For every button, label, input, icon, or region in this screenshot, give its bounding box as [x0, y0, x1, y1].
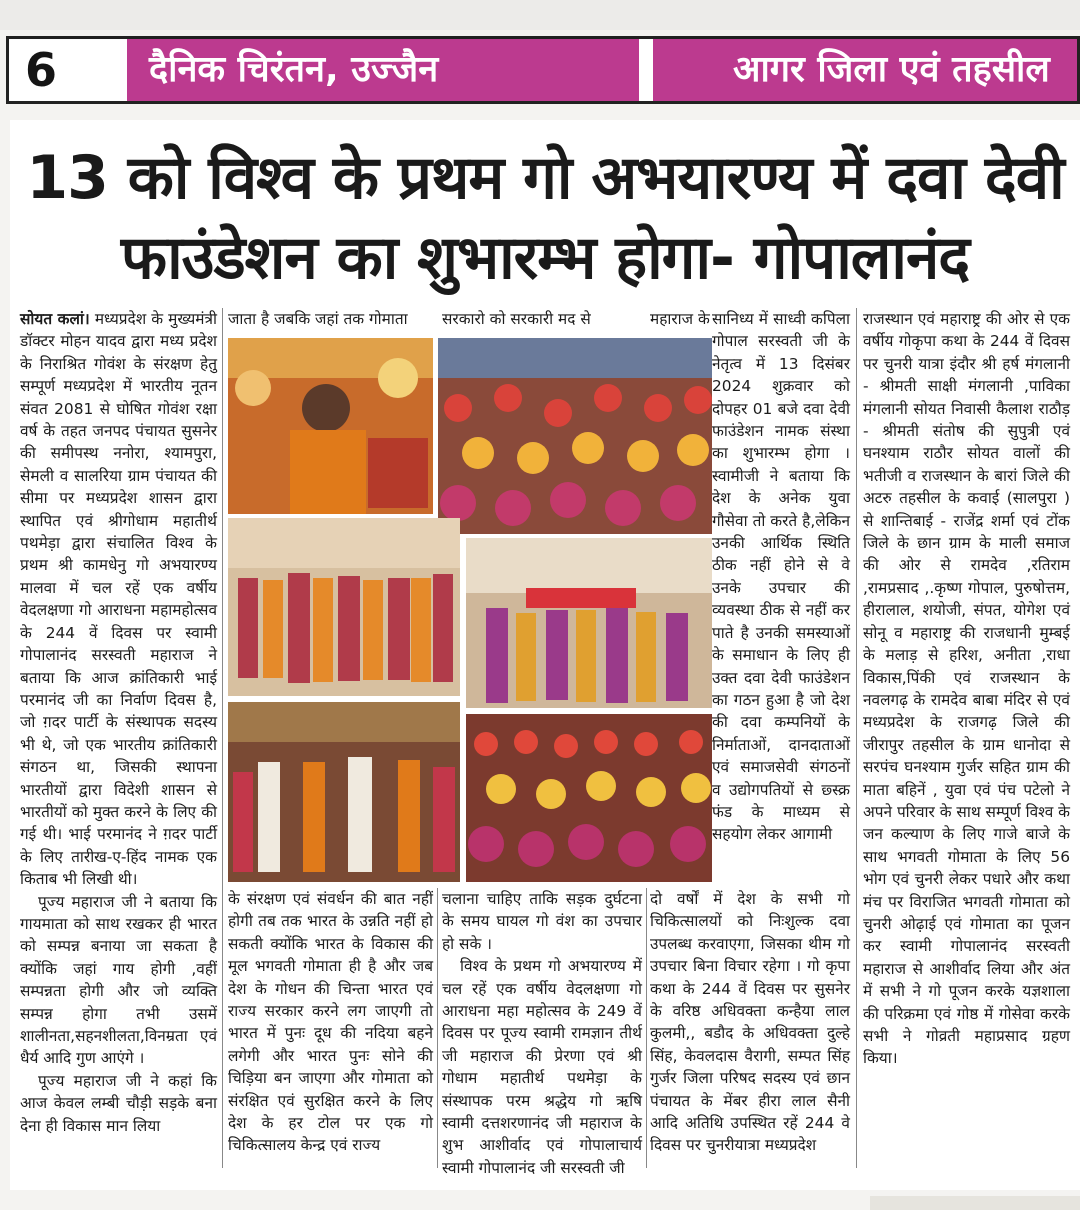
column-2-bottom [228, 888, 433, 1157]
column-3-bottom [442, 888, 642, 1179]
section-title: आगर जिला एवं तहसील [653, 39, 1077, 101]
paper-name: दैनिक चिरंतन, उज्जैन [127, 39, 639, 101]
dateline: सोयत कलां। [20, 310, 90, 328]
crowd-women-photo [438, 338, 712, 534]
column-5 [863, 308, 1070, 1070]
paragraph: महाराज के [650, 310, 710, 328]
paragraph: जाता है जबकि जहां तक गोमाता [228, 310, 408, 328]
paragraph-text: मध्यप्रदेश के मुख्यमंत्री डॉक्टर मोहन यादव द्वारा मध्य प्रदेश के निराश्रित गोवंश के संरक्षण हेतु सम्पूर्ण मध्यप्रदेश में भारतीय नूतन संवत 2081 से घोषित गोवंश रक्षा वर्ष के तहत जनपद पंचायत सुसनेर की समीपस्थ ननोरा, श्यामपुरा, सेमली व सालरिया ग्राम पंचायत की सीमा पर मध्यप्रदेश शासन द्वारा स्थापित एवं श्रीगोधाम महातीर्थ पथमेड़ा द्वारा संचालित विश्व के प्रथम श्री कामधेनु गो अभयारण्य मालवा में चल रहें एक वर्षीय वेदलक्षणा गो आराधना महामहोत्सव के 244 वें दिवस पर स्वामी गोपालानंद सरस्वती महाराज ने बताया कि आज क्रांतिकारी भाई परमानंद जी का निर्वाण दिवस है, जो ग़दर पार्टी के संस्थापक सदस्य भी थे, जो एक भारतीय क्रांतिकारी संगठन था, जिसकी स्थापना भारतीयों द्वारा विदेशी शासन से भारतीयों को मुक्त करने के लिए की गई थी। भाई परमानंद ने ग़दर पार्टी के लिए तारीख-ए-हिंद नामक एक किताब भी लिखी थी। [20, 310, 217, 889]
column-rule [437, 888, 438, 1168]
column-3-top [442, 308, 642, 330]
photo-collage [228, 338, 712, 882]
column-rule [646, 888, 647, 1168]
column-1 [20, 308, 217, 1137]
seated-audience-photo [466, 714, 712, 882]
paragraph [712, 308, 850, 846]
paragraph: पूज्य महाराज जी ने कहां कि आज केवल लम्बी चौड़ी सड़के बना देना ही विकास मान लिया [20, 1071, 217, 1135]
paragraph: चलाना चाहिए ताकि सड़क दुर्घटना के समय घायल गो वंश का उपचार हो सके । [442, 890, 642, 953]
top-strip [0, 0, 1080, 30]
group-presentation-photo [228, 518, 460, 696]
column-rule [222, 308, 223, 1168]
saint-speaking-photo [228, 338, 433, 514]
column-2-top [228, 308, 438, 330]
paragraph: सरकारो को सरकारी मद से [442, 310, 591, 328]
headline [10, 138, 1080, 298]
paragraph: दो वर्षों में देश के सभी गो चिकित्सालयों को निःशुल्क दवा उपलब्ध करवाएगा, जिसका थीम गो उपचार बिना विचार रहेगा । गो कृपा कथा के 244 वें दिवस पर सुसनेर के वरिष्ठ अधिवक्ता कन्हैया लाल कुलमी,, बडौद के अधिवक्ता दुल्हे सिंह, केवलदास वैरागी, सम्पत सिंह गुर्जर जिला परिषद सदस्य एवं छान पंचायत के मेंबर हीरा लाल सैनी आदि अतिथि उपस्थित रहें 244 वे दिवस पर चुनरीयात्रा मध्यप्रदेश [650, 890, 850, 1155]
article [10, 120, 1080, 1190]
column-4-top [650, 308, 710, 330]
paragraph: पूज्य महाराज जी ने बताया कि गायमाता को साथ रखकर ही भारत को सम्पन्न बनाया जा सकता है क्योंकि जहां गाय होगी ,वहीं सम्पन्नता होगी और जो व्यक्ति सम्पन्न होगा तभी उसमें शालीनता,सहनशीलता,विनम्रता एवं धैर्य आदि गुण आएंगे । [20, 892, 217, 1068]
column-4-bottom [650, 888, 850, 1157]
column-4-middle [712, 308, 850, 888]
paragraph: विश्व के प्रथम गो अभयारण्य में चल रहें एक वर्षीय वेदलक्षणा गो आराधना महा महोत्सव के 249 वें दिवस पर पूज्य स्वामी रामज्ञान तीर्थ जी महाराज की प्रेरणा एवं श्री गोधाम महातीर्थ पथमेड़ा के संस्थापक परम श्रद्धेय गो ऋषि स्वामी दत्तशरणानंद जी महाराज के शुभ आशीर्वाद एवं गोपालाचार्य स्वामी गोपालानंद जी सरस्वती जी [442, 957, 642, 1177]
headline-line-2: फाउंडेशन का शुभारम्भ होगा- गोपालानंद [120, 223, 970, 293]
paragraph [20, 308, 217, 891]
paragraph: राजस्थान एवं महाराष्ट्र की ओर से एक वर्षीय गोकृपा कथा के 244 वें दिवस पर चुनरी यात्रा इंदौर श्री हर्ष मंगलानी - श्रीमती साक्षी मंगलानी ,पाविका मंगलानी सोयत निवासी कैलाश राठौड़ - श्रीमती संतोष की सुपुत्री एवं घनश्याम राठौर सोयत वालों की भतीजी व राजस्थान के बारां जिले की अटरु तहसील के कवाई (सालपुरा ) से शान्तिबाई - राजेंद्र शर्मा एवं टोंक जिले के छान ग्राम के माली समाज की ओर से रामदेव ,रतिराम ,रामप्रसाद ,.कृष्ण गोपाल, पुरुषोत्तम, हीरालाल, शयोजी, संपत, योगेश एवं सोनू व महाराष्ट्र की राजधानी मुम्बई के मलाड़ से हरिश, अनीता ,राधा विकास,पिंकी एवं राजस्थान के नवलगढ़ के रामदेव बाबा मंदिर से एवं मध्यप्रदेश के राजगढ़ जिले की जीरापुर तहसील के ग्राम धानोदा से सरपंच घनश्याम गुर्जर सहित ग्राम की माता बहिनें , युवा एवं पंच पटेलो ने अपने परिवार के साथ सम्पूर्ण विश्व के जन कल्याण के लिए गाजे बाजे के साथ भगवती गोमाता के लिए 56 भोग एवं चुनरी लेकर पधारे और कथा मंच पर विराजित भगवती गोमाता को चुनरी ओढ़ाई एवं गोमाता का पूजन कर स्वामी गोपालानंद सरस्वती महाराज से आशीर्वाद लिया और अंत में सभी ने गो पूजन करके यज्ञशाला की परिक्रमा एवं गोष्ठ में गोसेवा करके सभी ने गोव्रती महाप्रसाद ग्रहण किया। [863, 310, 1070, 1068]
headline-line-1: 13 को विश्व के प्रथम गो अभयारण्य में दवा देवी [26, 143, 1064, 213]
masthead [6, 36, 1080, 104]
column-rule [856, 308, 857, 1168]
page-number: 6 [9, 39, 127, 101]
procession-chunari-photo [466, 538, 712, 708]
paragraph-text: सानिध्य में साध्वी कपिला गोपाल सरस्वती जी के नेतृत्व में 13 दिसंबर 2024 शुक्रवार को दोपहर 01 बजे दवा देवी फाउंडेशन नामक संस्था का शुभारम्भ होगा । स्वामीजी ने बताया कि देश के अनेक युवा गौसेवा तो करते है,लेकिन उनकी आर्थिक स्थिति ठीक नहीं होने से वे उनके उपचार की व्यवस्था ठीक से नहीं कर पाते है उनकी समस्याओं के समाधान के लिए ही उक्त दवा देवी फाउंडेशन का गठन हुआ है जो देश की दवा कम्पनियों के निर्माताओं, दानदाताओं एवं समाजसेवी संगठनों व उद्योगपतियों से छ्स्क्र फंड के माध्यम से सहयोग लेकर आगामी [712, 310, 850, 844]
felicitation-photo [228, 702, 460, 882]
paragraph: के संरक्षण एवं संवर्धन की बात नहीं होगी तब तक भारत के उन्नति नहीं हो सकती क्योंकि भारत के विकास की मूल भगवती गोमाता ही है और जब देश के गोधन की चिन्ता भारत एवं राज्य सरकार करने लग जाएगी तो भारत में पुनः दूध की नदिया बहने लगेगी और भारत पुनः सोने की चिड़िया बन जाएगा और गोमाता को संरक्षित एवं सुरक्षित करने के लिए देश के हर टोल पर एक गो चिकित्सालय केन्द्र एवं राज्य [228, 890, 433, 1155]
next-article-strip [870, 1196, 1080, 1210]
